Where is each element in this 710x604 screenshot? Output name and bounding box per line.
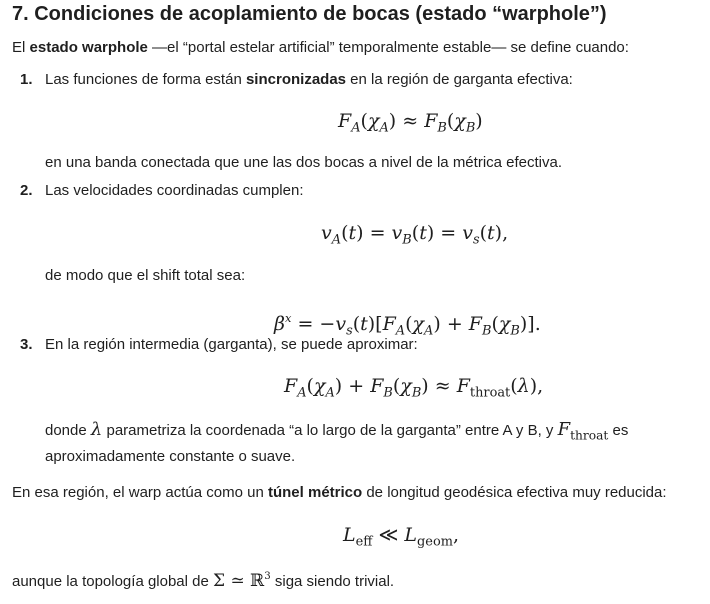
- item-1-bold: sincronizadas: [245, 71, 347, 88]
- equation-throat: $F_A(\chi_A) + F_B(\chi_B) \approx F_{throat}(\lambda)$,: [284, 375, 544, 401]
- item-1-after: en una banda conectada que une las dos bocas a nivel de la métrica efectiva.: [45, 154, 563, 171]
- conclusion-text-rest: de longitud geodésica efectiva muy reducida:: [362, 484, 667, 501]
- item-3-after-c: es: [608, 422, 629, 439]
- intro-bold: estado warphole: [29, 39, 148, 56]
- section-heading: 7. Condiciones de acoplamiento de bocas (estado “warphole”): [12, 3, 607, 25]
- item-1-text-a: Las funciones de forma están: [45, 71, 246, 88]
- intro-text: El: [12, 39, 30, 56]
- item-2-after: de modo que el shift total sea:: [45, 267, 246, 284]
- intro-paragraph: [12, 38, 629, 58]
- item-3-after: donde λ parametriza la coordenada “a lo largo de la garganta” entre A y B, y $F_{throat}$ es: [45, 419, 629, 443]
- item-2-text: Las velocidades coordinadas cumplen:: [45, 182, 304, 199]
- item-3-after-b: parametriza la coordenada “a lo largo de la garganta” entre A y B, y: [102, 422, 558, 439]
- equation-sync: $F_A(\chi_A) \approx F_B(\chi_B)$: [338, 110, 483, 136]
- list-number-1: 1.: [20, 71, 33, 88]
- conclusion-paragraph: [12, 483, 667, 503]
- item-1-text-b: en la región de garganta efectiva:: [346, 71, 573, 88]
- item-1-text: [45, 70, 573, 90]
- equation-shift: $\beta^x = -v_s(t)[F_A(\chi_A) + F_B(\chi_B)]$.: [274, 311, 541, 339]
- list-number-3: 3.: [20, 336, 33, 353]
- conclusion-bold: túnel métrico: [267, 484, 363, 501]
- final-paragraph: aunque la topología global de Σ ≃ ℝ$^3$ siga siendo trivial.: [12, 571, 395, 592]
- conclusion-text: En esa región, el warp actúa como un: [12, 484, 268, 501]
- equation-velocities: $v_A(t) = v_B(t) = v_s(t)$,: [321, 222, 509, 248]
- final-text: aunque la topología global de: [12, 573, 214, 591]
- item-3-after-line2: aproximadamente constante o suave.: [45, 448, 296, 465]
- final-text-rest: siga siendo trivial.: [270, 573, 395, 591]
- equation-length: $L_{eff}$ ≪ $L_{geom}$,: [343, 524, 460, 550]
- intro-text-rest: —el “portal estelar artificial” temporalmente estable— se define cuando:: [147, 39, 629, 56]
- list-number-2: 2.: [20, 182, 33, 199]
- item-3-after-a: donde: [45, 422, 91, 439]
- item-3-text: En la región intermedia (garganta), se puede aproximar:: [45, 336, 418, 353]
